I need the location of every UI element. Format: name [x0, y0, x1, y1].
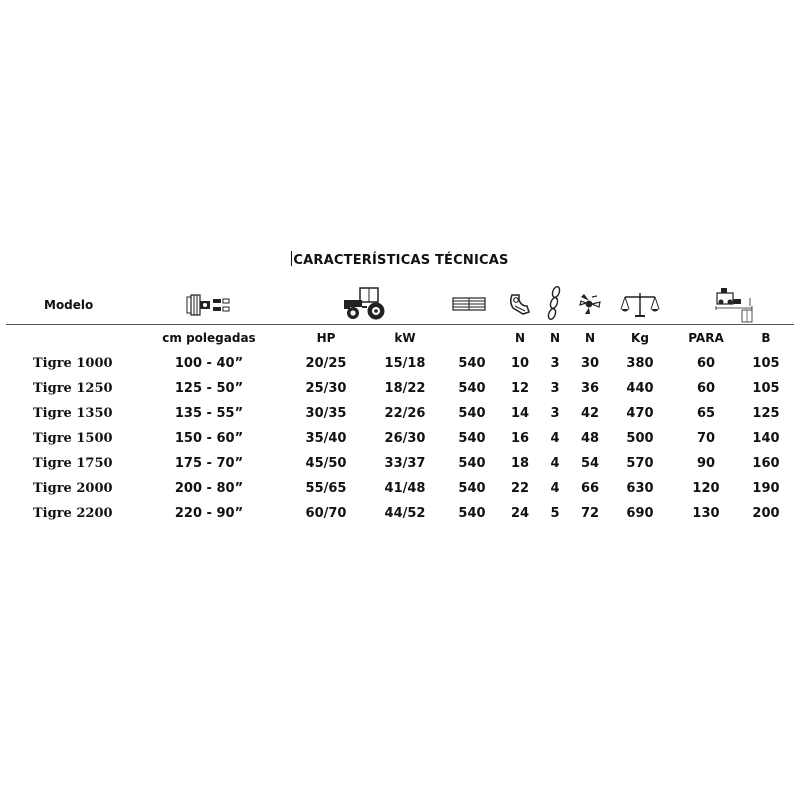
- table-title-text: CARACTERÍSTICAS TÉCNICAS: [293, 253, 509, 268]
- cell-model: Tigre 1250: [33, 381, 113, 396]
- cell-rotor-count: 66: [580, 481, 600, 496]
- cutting-width-icon: [186, 292, 232, 318]
- cell-pto-rpm: 540: [458, 431, 486, 446]
- unit-n-rotor: N: [584, 331, 596, 345]
- cell-hammers: 22: [510, 481, 530, 496]
- cell-b: 140: [752, 431, 780, 446]
- unit-para: PARA: [688, 331, 724, 345]
- rotor-icon: [578, 292, 602, 316]
- unit-cutting-width: cm polegadas: [162, 331, 256, 345]
- cell-pto-rpm: 540: [458, 506, 486, 521]
- cell-hp: 45/50: [305, 456, 347, 471]
- cell-weight-kg: 570: [626, 456, 654, 471]
- cell-chains: 5: [550, 506, 560, 521]
- cell-cutting-width: 175 - 70”: [174, 456, 244, 471]
- cell-chains: 3: [550, 356, 560, 371]
- cell-para: 60: [696, 356, 716, 371]
- cell-cutting-width: 150 - 60”: [174, 431, 244, 446]
- cell-weight-kg: 500: [626, 431, 654, 446]
- cell-hammers: 12: [510, 381, 530, 396]
- cell-b: 125: [752, 406, 780, 421]
- cell-para: 90: [696, 456, 716, 471]
- cell-kw: 18/22: [384, 381, 426, 396]
- cell-cutting-width: 220 - 90”: [174, 506, 244, 521]
- cell-hp: 60/70: [305, 506, 347, 521]
- cell-chains: 3: [550, 381, 560, 396]
- table-title: [0, 251, 800, 268]
- unit-hp: HP: [316, 331, 336, 345]
- cell-cutting-width: 135 - 55”: [174, 406, 244, 421]
- unit-b: B: [761, 331, 771, 345]
- cell-cutting-width: 200 - 80”: [174, 481, 244, 496]
- tractor-icon: [342, 285, 390, 321]
- cell-rotor-count: 72: [580, 506, 600, 521]
- cell-weight-kg: 440: [626, 381, 654, 396]
- cell-kw: 15/18: [384, 356, 426, 371]
- cell-para: 65: [696, 406, 716, 421]
- cell-hammers: 24: [510, 506, 530, 521]
- cell-rotor-count: 54: [580, 456, 600, 471]
- cell-rotor-count: 36: [580, 381, 600, 396]
- cell-para: 60: [696, 381, 716, 396]
- cell-b: 160: [752, 456, 780, 471]
- cell-hp: 55/65: [305, 481, 347, 496]
- cell-b: 200: [752, 506, 780, 521]
- header-divider: [6, 324, 794, 325]
- cell-hammers: 16: [510, 431, 530, 446]
- cell-b: 105: [752, 381, 780, 396]
- cell-cutting-width: 100 - 40”: [174, 356, 244, 371]
- cell-kw: 26/30: [384, 431, 426, 446]
- cell-para: 120: [692, 481, 720, 496]
- cell-b: 190: [752, 481, 780, 496]
- cell-hp: 35/40: [305, 431, 347, 446]
- cell-chains: 4: [550, 431, 560, 446]
- pto-shaft-icon: [452, 297, 486, 311]
- cell-weight-kg: 470: [626, 406, 654, 421]
- cell-hp: 25/30: [305, 381, 347, 396]
- cell-model: Tigre 2000: [33, 481, 113, 496]
- cell-kw: 41/48: [384, 481, 426, 496]
- cell-model: Tigre 2200: [33, 506, 113, 521]
- cell-cutting-width: 125 - 50”: [174, 381, 244, 396]
- cell-kw: 44/52: [384, 506, 426, 521]
- cell-model: Tigre 1350: [33, 406, 113, 421]
- cell-hammers: 10: [510, 356, 530, 371]
- cell-model: Tigre 1500: [33, 431, 113, 446]
- unit-kw: kW: [394, 331, 416, 345]
- scale-weight-icon: [620, 291, 660, 319]
- chain-icon: [546, 286, 562, 320]
- cell-rotor-count: 42: [580, 406, 600, 421]
- unit-n-hammers: N: [514, 331, 526, 345]
- cell-rotor-count: 30: [580, 356, 600, 371]
- dimensions-diagram-icon: [712, 286, 754, 324]
- cell-hammers: 18: [510, 456, 530, 471]
- cell-chains: 3: [550, 406, 560, 421]
- cell-para: 70: [696, 431, 716, 446]
- cell-chains: 4: [550, 481, 560, 496]
- cell-kw: 33/37: [384, 456, 426, 471]
- cell-weight-kg: 630: [626, 481, 654, 496]
- unit-kg: Kg: [631, 331, 649, 345]
- cell-kw: 22/26: [384, 406, 426, 421]
- cell-weight-kg: 380: [626, 356, 654, 371]
- cell-b: 105: [752, 356, 780, 371]
- model-column-header: Modelo: [44, 298, 94, 312]
- unit-n-chains: N: [549, 331, 561, 345]
- cell-rotor-count: 48: [580, 431, 600, 446]
- cell-model: Tigre 1750: [33, 456, 113, 471]
- cell-pto-rpm: 540: [458, 481, 486, 496]
- cell-para: 130: [692, 506, 720, 521]
- cell-weight-kg: 690: [626, 506, 654, 521]
- hammer-blade-icon: [507, 292, 531, 316]
- cell-pto-rpm: 540: [458, 356, 486, 371]
- cell-pto-rpm: 540: [458, 406, 486, 421]
- cell-pto-rpm: 540: [458, 456, 486, 471]
- cell-hp: 20/25: [305, 356, 347, 371]
- cell-hammers: 14: [510, 406, 530, 421]
- cell-model: Tigre 1000: [33, 356, 113, 371]
- cell-chains: 4: [550, 456, 560, 471]
- cell-hp: 30/35: [305, 406, 347, 421]
- cell-pto-rpm: 540: [458, 381, 486, 396]
